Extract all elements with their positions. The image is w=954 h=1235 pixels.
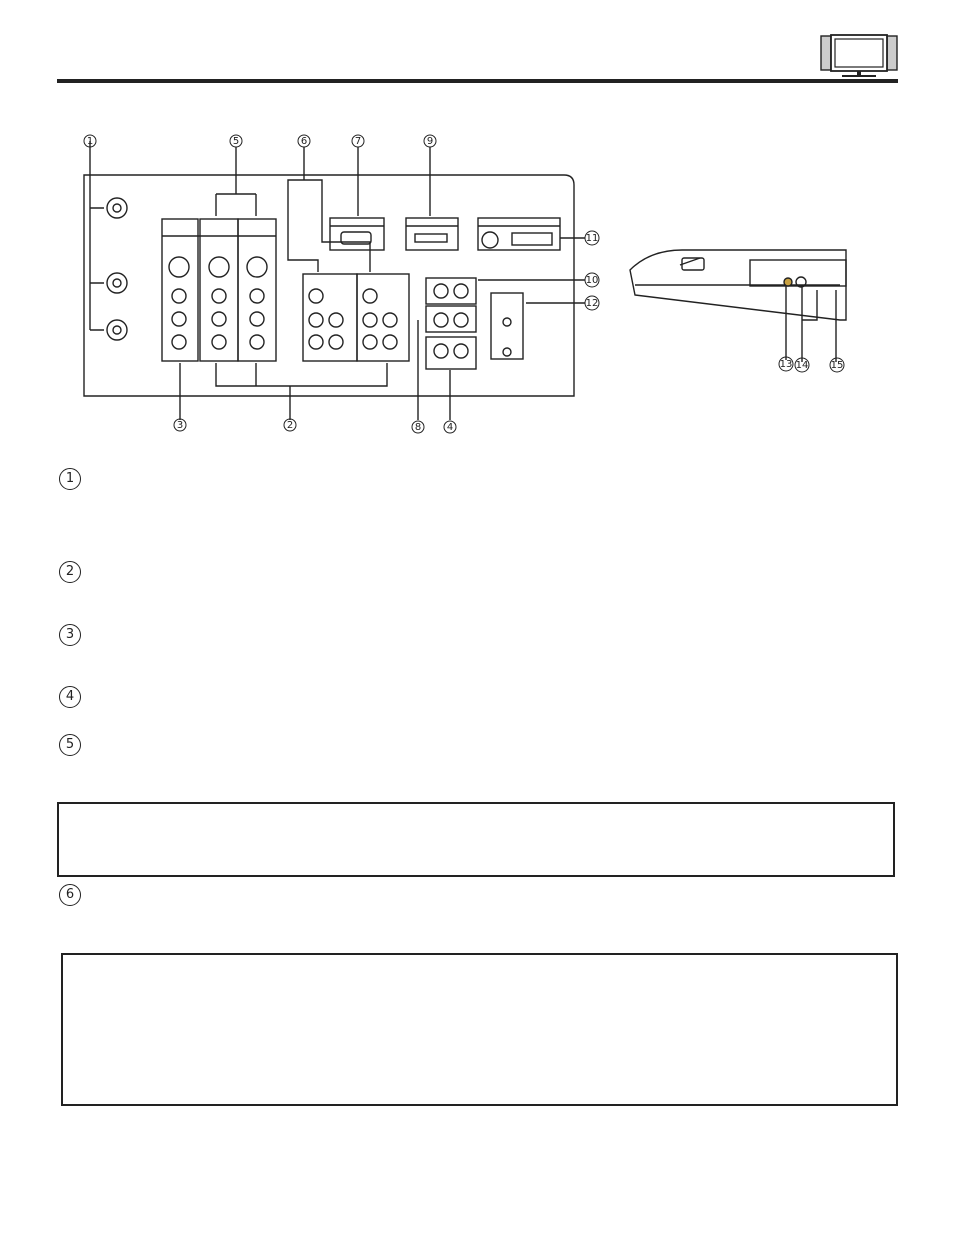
marker-right-11 [585, 231, 599, 245]
svg-text:8: 8 [414, 422, 422, 433]
rear-panel [84, 175, 574, 396]
marker-top-1 [84, 135, 96, 147]
svg-text:13: 13 [779, 359, 793, 370]
svg-text:7: 7 [354, 136, 362, 147]
svg-text:4: 4 [446, 422, 454, 433]
marker-right-10 [585, 273, 599, 287]
svg-text:5: 5 [232, 136, 240, 147]
svg-text:12: 12 [585, 298, 599, 309]
audio-outputs [426, 278, 523, 369]
svg-text:11: 11 [585, 233, 599, 244]
svg-text:15: 15 [830, 360, 844, 371]
component-boxes [303, 274, 409, 361]
marker-bottom-4 [444, 421, 456, 433]
header-rule [57, 79, 898, 83]
svg-text:9: 9 [426, 136, 434, 147]
list-marker-6: 6 [59, 884, 81, 906]
marker-bottom-8 [412, 421, 424, 433]
marker-side-14 [795, 358, 809, 372]
list-marker-1: 1 [59, 468, 81, 490]
marker-top-7 [352, 135, 364, 147]
marker-top-5 [230, 135, 242, 147]
marker-right-12 [585, 296, 599, 310]
marker-top-9 [424, 135, 436, 147]
svg-text:6: 6 [300, 136, 308, 147]
rgb-ports [330, 218, 560, 250]
list-marker-4: 4 [59, 686, 81, 708]
marker-side-13 [779, 357, 793, 371]
svg-text:3: 3 [176, 420, 184, 431]
svg-text:2: 2 [286, 420, 294, 431]
svg-text:1: 1 [86, 136, 94, 147]
connection-diagram [60, 130, 900, 440]
list-marker-5: 5 [59, 734, 81, 756]
list-marker-3: 3 [59, 624, 81, 646]
tv-side-view [630, 250, 846, 362]
marker-bottom-2 [284, 419, 296, 431]
marker-side-15 [830, 358, 844, 372]
marker-bottom-3 [174, 419, 186, 431]
note-box-1 [57, 802, 895, 877]
svg-text:14: 14 [795, 360, 809, 371]
input-boxes [162, 219, 276, 361]
antenna-jacks [90, 141, 127, 340]
svg-text:10: 10 [585, 275, 599, 286]
marker-top-6 [298, 135, 310, 147]
list-marker-2: 2 [59, 561, 81, 583]
note-box-2 [61, 953, 898, 1106]
tv-icon [820, 34, 898, 78]
